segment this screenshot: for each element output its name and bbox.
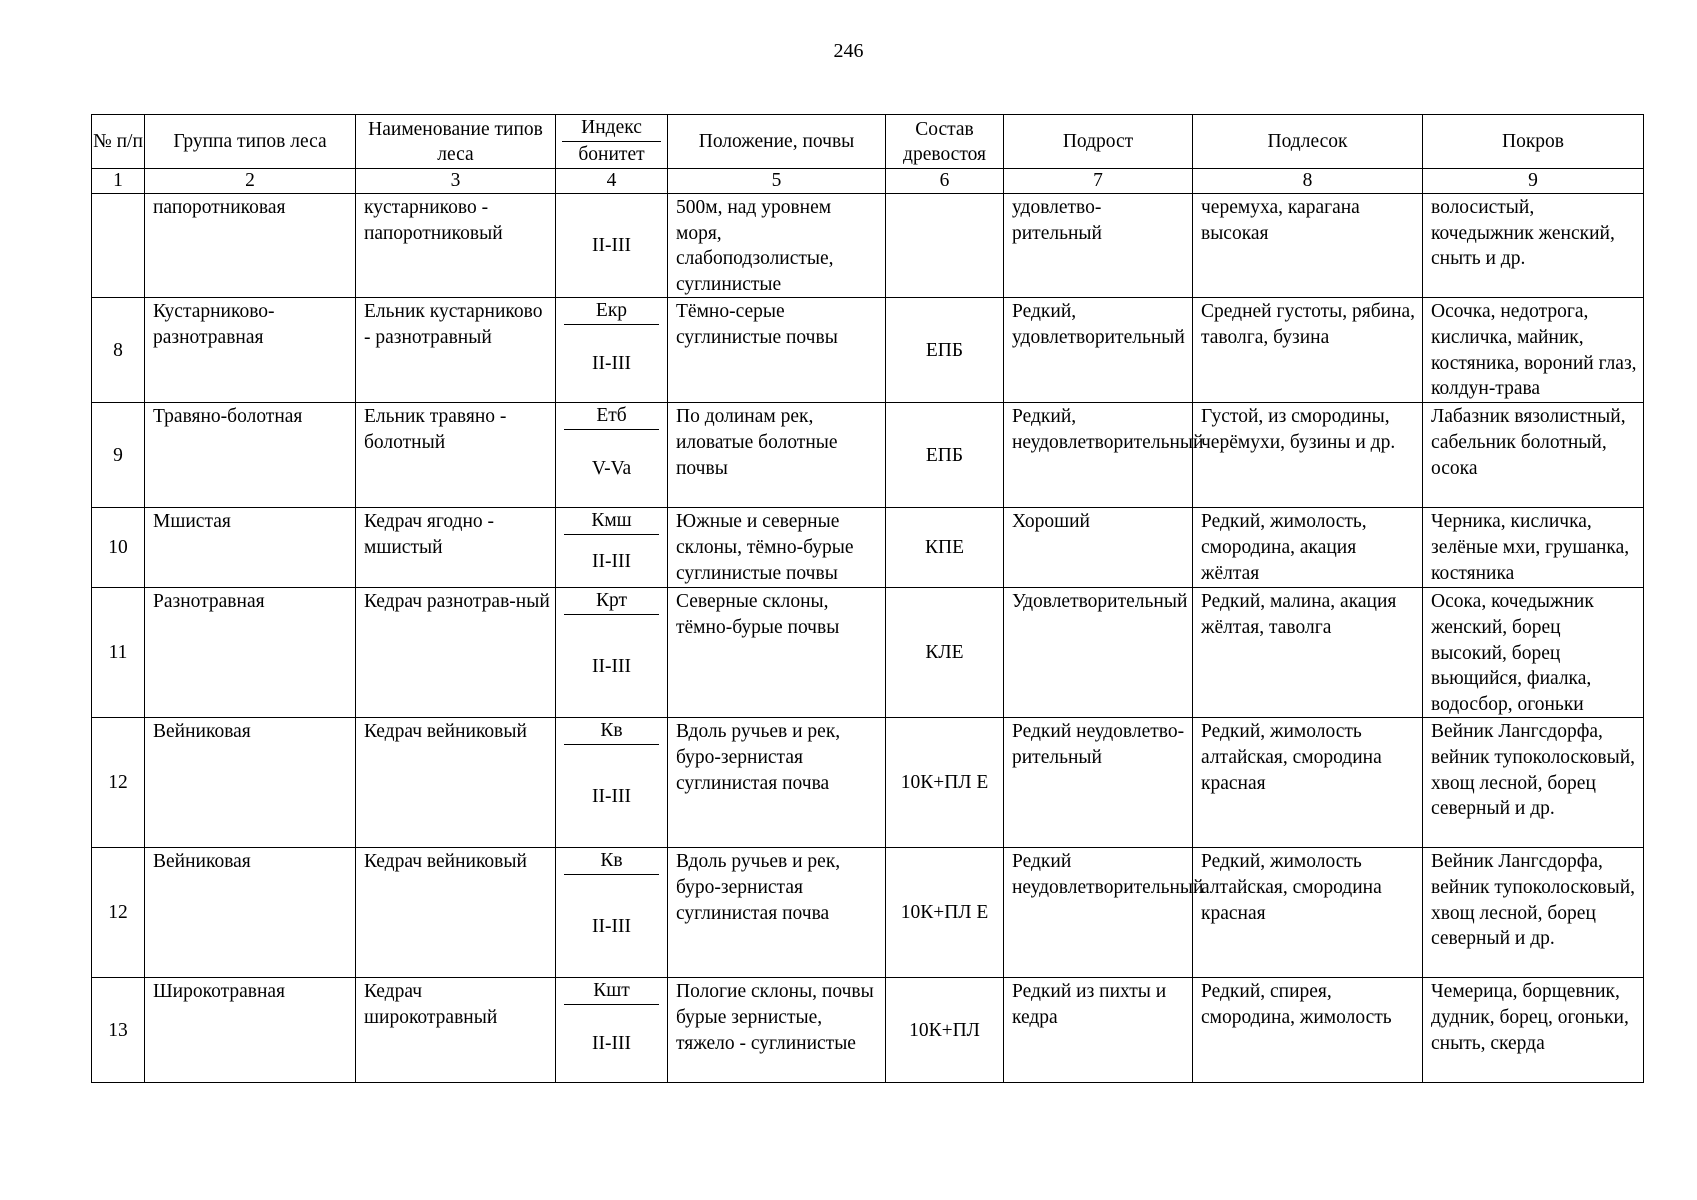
underbrush: Редкий, спирея, смородина, жимолость — [1201, 981, 1392, 1028]
bonitet: II-III — [592, 1033, 631, 1055]
forest-type-name: кустарниково - папоротниковый — [364, 197, 503, 244]
forest-group: Вейниковая — [153, 851, 251, 873]
bonitet: V-Va — [591, 458, 632, 480]
column-number: 4 — [556, 169, 668, 194]
position-soil: Вдоль ручьев и рек, буро-зернистая суглинистая почва — [676, 721, 841, 794]
table-row — [92, 194, 1644, 298]
undergrowth: Удовлетворительный — [1012, 591, 1188, 613]
position-soil: Тёмно-серые суглинистые почвы — [676, 301, 838, 348]
column-number: 8 — [1193, 169, 1423, 194]
row-number: 11 — [92, 588, 145, 718]
page-number: 246 — [833, 40, 864, 62]
header-bonitet: бонитет — [578, 144, 645, 165]
table-row — [92, 508, 1644, 588]
row-number: 12 — [92, 718, 145, 848]
stand-composition: 10К+ПЛ Е — [886, 848, 1004, 978]
forest-type-name: Кедрач разнотрав-ный — [364, 591, 550, 613]
table-header-row — [92, 115, 1644, 169]
position-soil: Северные склоны, тёмно-бурые почвы — [676, 591, 840, 638]
forest-type-name: Ельник травяно - болотный — [364, 406, 507, 453]
forest-group: Разнотравная — [153, 591, 265, 613]
row-number: 13 — [92, 978, 145, 1083]
position-soil: Пологие склоны, почвы бурые зернистые, тяжело - суглинистые — [676, 981, 874, 1054]
column-numbers-row — [92, 169, 1644, 194]
column-number: 3 — [356, 169, 556, 194]
forest-type-name: Кедрач широкотравный — [364, 981, 498, 1028]
index-bonitet-cell — [556, 508, 668, 588]
ground-cover: Чемерица, борщевник, дудник, борец, огоньки, сныть, скерда — [1431, 981, 1629, 1054]
column-number: 2 — [145, 169, 356, 194]
index-bonitet-cell — [556, 718, 668, 848]
bonitet: II-III — [592, 550, 631, 572]
underbrush: Редкий, жимолость алтайская, смородина красная — [1201, 721, 1382, 794]
underbrush: Густой, из смородины, черёмухи, бузины и др. — [1201, 406, 1396, 453]
undergrowth: Редкий, неудовлетворительный — [1012, 406, 1204, 453]
forest-type-name: Кедрач вейниковый — [364, 851, 527, 873]
stand-composition: 10К+ПЛ — [886, 978, 1004, 1083]
header-ground-cover: Покров — [1423, 115, 1644, 169]
table-row — [92, 718, 1644, 848]
undergrowth: Редкий из пихты и кедра — [1012, 981, 1167, 1028]
header-undergrowth: Подрост — [1004, 115, 1193, 169]
row-number: 12 — [92, 848, 145, 978]
column-number: 6 — [886, 169, 1004, 194]
header-index: Индекс — [562, 115, 661, 142]
forest-type-name: Ельник кустарниково - разнотравный — [364, 301, 543, 348]
header-position-soil: Положение, почвы — [668, 115, 886, 169]
position-soil: Вдоль ручьев и рек, буро-зернистая суглинистая почва — [676, 851, 841, 924]
forest-type-index: Кмш — [564, 508, 659, 535]
forest-group: Травяно-болотная — [153, 406, 303, 428]
column-number: 9 — [1423, 169, 1644, 194]
undergrowth: Редкий, удовлетворительный — [1012, 301, 1185, 348]
underbrush: черемуха, карагана высокая — [1201, 197, 1360, 244]
forest-type-index: Етб — [564, 403, 659, 430]
position-soil: По долинам рек, иловатые болотные почвы — [676, 406, 838, 479]
ground-cover: Осочка, недотрога, кисличка, майник, костяника, вороний глаз, колдун-трава — [1431, 301, 1637, 400]
ground-cover: Лабазник вязолистный, сабельник болотный, осока — [1431, 406, 1626, 479]
forest-type-index: Кв — [564, 718, 659, 745]
bonitet: II-III — [592, 655, 631, 677]
underbrush: Средней густоты, рябина, таволга, бузина — [1201, 301, 1416, 348]
stand-composition: ЕПБ — [886, 298, 1004, 403]
ground-cover: Вейник Лангсдорфа, вейник тупоколосковый, хвощ лесной, борец северный и др. — [1431, 721, 1636, 820]
index-bonitet-cell — [556, 978, 668, 1083]
stand-composition: КЛЕ — [886, 588, 1004, 718]
row-number: 8 — [92, 298, 145, 403]
bonitet: II-III — [592, 915, 631, 937]
undergrowth: удовлетво-рительный — [1012, 197, 1102, 244]
stand-composition — [886, 194, 1004, 298]
column-number: 1 — [92, 169, 145, 194]
forest-type-index: Кв — [564, 848, 659, 875]
forest-group: Широкотравная — [153, 981, 286, 1003]
forest-type-index: Крт — [564, 588, 659, 615]
index-bonitet-cell — [556, 403, 668, 508]
forest-group: Кустарниково-разнотравная — [153, 301, 275, 348]
table-row — [92, 978, 1644, 1083]
position-soil: Южные и северные склоны, тёмно-бурые суглинистые почвы — [676, 511, 854, 584]
row-number: 10 — [92, 508, 145, 588]
table-row — [92, 403, 1644, 508]
bonitet: II-III — [592, 785, 631, 807]
ground-cover: Вейник Лангсдорфа, вейник тупоколосковый, хвощ лесной, борец северный и др. — [1431, 851, 1636, 950]
row-number: 9 — [92, 403, 145, 508]
stand-composition: 10К+ПЛ Е — [886, 718, 1004, 848]
forest-type-index: Екр — [564, 298, 659, 325]
position-soil: 500м, над уровнем моря, слабоподзолистые, суглинистые — [676, 197, 834, 295]
forest-group: папоротниковая — [153, 197, 286, 218]
forest-type-name: Кедрач ягодно - мшистый — [364, 511, 495, 558]
underbrush: Редкий, малина, акация жёлтая, таволга — [1201, 591, 1397, 638]
table-row — [92, 298, 1644, 403]
stand-composition: ЕПБ — [886, 403, 1004, 508]
forest-group: Мшистая — [153, 511, 231, 533]
bonitet: II-III — [592, 353, 631, 375]
column-number: 5 — [668, 169, 886, 194]
ground-cover: волосистый, кочедыжник женский, сныть и др. — [1431, 197, 1615, 270]
stand-composition: КПЕ — [886, 508, 1004, 588]
header-underbrush: Подлесок — [1193, 115, 1423, 169]
forest-group: Вейниковая — [153, 721, 251, 743]
header-forest-type-name: Наименование типов леса — [356, 115, 556, 169]
column-number: 7 — [1004, 169, 1193, 194]
bonitet: II-III — [592, 234, 631, 256]
ground-cover: Черника, кисличка, зелёные мхи, грушанка, костяника — [1431, 511, 1630, 584]
index-bonitet-cell — [556, 588, 668, 718]
index-bonitet-cell — [556, 298, 668, 403]
header-index-bonitet — [556, 115, 668, 169]
undergrowth: Хороший — [1012, 511, 1090, 533]
table-row — [92, 848, 1644, 978]
table-row — [92, 588, 1644, 718]
ground-cover: Осока, кочедыжник женский, борец высокий, борец вьющийся, фиалка, водосбор, огоньки — [1431, 591, 1594, 715]
undergrowth: Редкий неудовлетво-рительный — [1012, 721, 1185, 768]
index-bonitet-cell — [556, 848, 668, 978]
bonitet-cell — [556, 194, 668, 298]
header-stand-composition: Состав древостоя — [886, 115, 1004, 169]
header-forest-group: Группа типов леса — [145, 115, 356, 169]
forest-type-name: Кедрач вейниковый — [364, 721, 527, 743]
row-number — [92, 194, 145, 298]
underbrush: Редкий, жимолость, смородина, акация жёлтая — [1201, 511, 1367, 584]
underbrush: Редкий, жимолость алтайская, смородина красная — [1201, 851, 1382, 924]
forest-types-table — [91, 114, 1644, 1083]
header-number: № п/п — [92, 115, 145, 169]
forest-type-index: Кшт — [564, 978, 659, 1005]
undergrowth: Редкий неудовлетворительный — [1012, 851, 1204, 898]
